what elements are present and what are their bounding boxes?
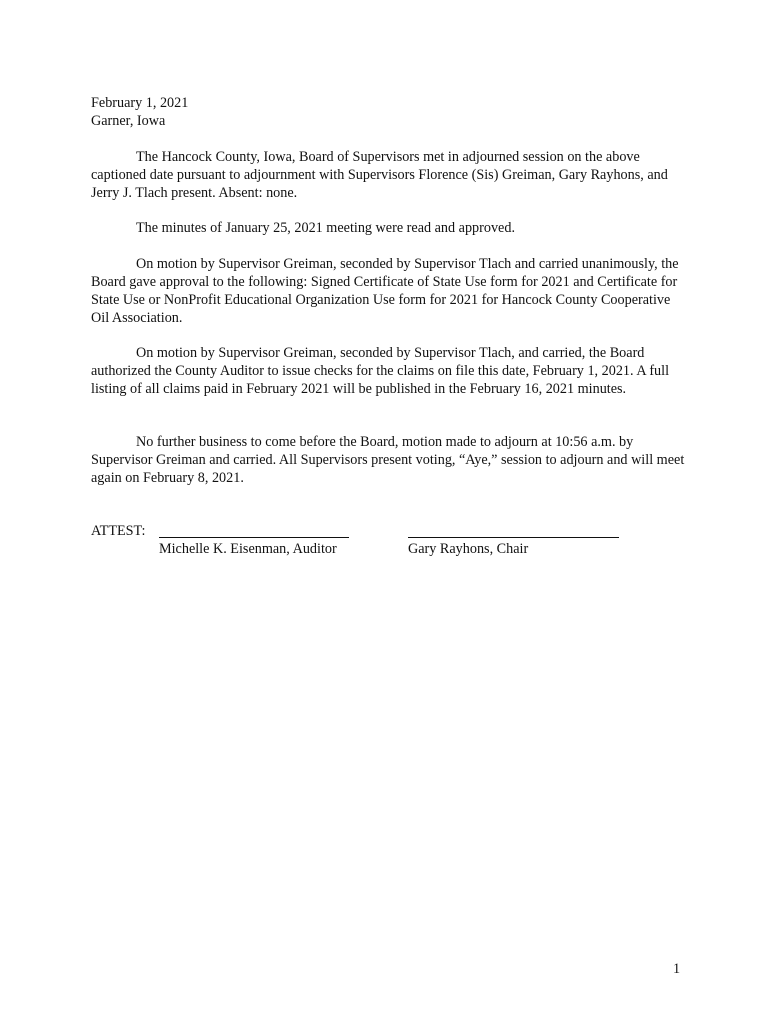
- chair-signature-line: [408, 537, 619, 538]
- meeting-date: February 1, 2021: [91, 95, 189, 111]
- paragraph-session-opening: The Hancock County, Iowa, Board of Supervisors met in adjourned session on the above captioned date pursuant to adjournment with Supervisors Florence (Sis) Greiman, Gary Rayhons, and Jerry J. Tlach present. Absent: none.: [91, 149, 668, 201]
- attest-label: ATTEST:: [91, 523, 146, 539]
- meeting-location: Garner, Iowa: [91, 113, 166, 129]
- paragraph-adjournment: No further business to come before the Board, motion made to adjourn at 10:56 a.m. by Supervisor Greiman and carried. All Supervisors present voting, “Aye,” session to adjourn and will meet again on February 8, 2021.: [91, 434, 685, 486]
- page-number: 1: [673, 961, 681, 977]
- paragraph-certificate-approval: On motion by Supervisor Greiman, seconded by Supervisor Tlach and carried unanimously, the Board gave approval to the following: Signed Certificate of State Use form for 2021 and Certificate for State Use or NonProfit Educational Organization Use form for 2021 for Hancock County Cooperative Oil Association.: [91, 256, 679, 326]
- auditor-signature-line: [159, 537, 349, 538]
- chair-name: Gary Rayhons, Chair: [408, 541, 529, 557]
- auditor-name: Michelle K. Eisenman, Auditor: [159, 541, 337, 557]
- paragraph-minutes-approval: The minutes of January 25, 2021 meeting were read and approved.: [136, 220, 515, 236]
- document-header: [91, 94, 691, 130]
- paragraph-claims-authorization: On motion by Supervisor Greiman, seconded by Supervisor Tlach, and carried, the Board authorized the County Auditor to issue checks for the claims on file this date, February 1, 2021. A full listing of all claims paid in February 2021 will be published in the February 16, 2021 minutes.: [91, 345, 670, 397]
